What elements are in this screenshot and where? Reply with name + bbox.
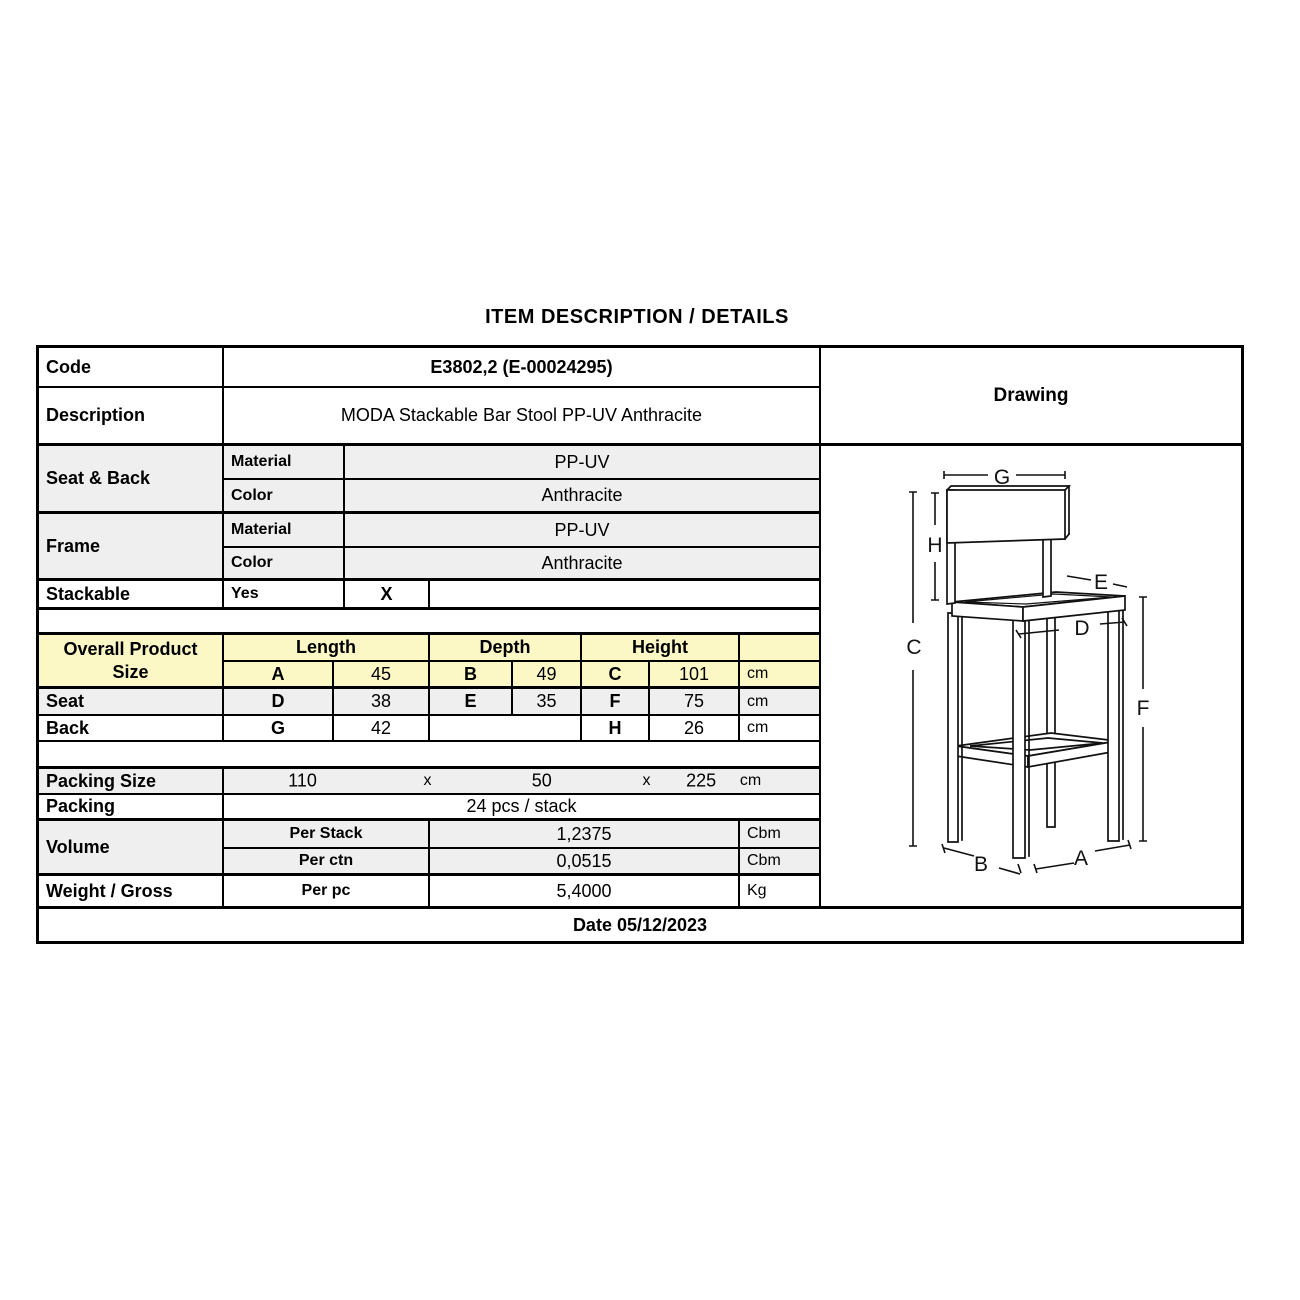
- dim-label-a: A: [1073, 847, 1089, 870]
- dim-value-cell: 75: [650, 689, 740, 716]
- volume-per-ctn-value: 0,0515: [430, 849, 740, 876]
- dim-value-cell: 45: [334, 662, 430, 689]
- col-header-depth: Depth: [430, 635, 582, 662]
- dim-letter-cell: C: [582, 662, 650, 689]
- frame-material-label: Material: [224, 514, 345, 548]
- seat-back-material-label: Material: [224, 446, 345, 480]
- seat-back-color-label: Color: [224, 480, 345, 514]
- packing-size-dim1: 110: [288, 770, 317, 791]
- dim-value-cell: 101: [650, 662, 740, 689]
- dim-unit-cell: cm: [740, 716, 821, 742]
- dim-letter-cell: G: [224, 716, 334, 742]
- stool-footrest: [956, 733, 1117, 767]
- drawing-header: Drawing: [821, 348, 1241, 446]
- volume-per-ctn-unit: Cbm: [740, 849, 821, 876]
- weight-unit: Kg: [740, 876, 821, 909]
- dim-label-c: C: [906, 636, 922, 659]
- packing-size-unit: cm: [739, 772, 762, 789]
- seat-back-label: Seat & Back: [39, 446, 224, 514]
- overall-size-label-line2: Size: [112, 661, 149, 682]
- dim-letter-cell: D: [224, 689, 334, 716]
- frame-label: Frame: [39, 514, 224, 581]
- dim-unit-cell: cm: [740, 689, 821, 716]
- packing-size-label: Packing Size: [39, 769, 224, 795]
- code-value: E3802,2 (E-00024295): [224, 348, 821, 388]
- stool-back-leg: [1047, 600, 1055, 827]
- packing-size-dim2: 50: [531, 770, 552, 791]
- dim-letter-cell: B: [430, 662, 513, 689]
- overall-size-label-line1: Overall Product: [63, 639, 198, 659]
- volume-per-stack-unit: Cbm: [740, 821, 821, 849]
- seat-back-color-value: Anthracite: [345, 480, 821, 514]
- dim-letter-cell: A: [224, 662, 334, 689]
- col-header-height: Height: [582, 635, 740, 662]
- dim-label-g: G: [993, 466, 1011, 489]
- stackable-mark: X: [345, 581, 430, 610]
- stackable-value: Yes: [224, 581, 345, 610]
- spacer-row: [39, 742, 821, 769]
- description-value: MODA Stackable Bar Stool PP-UV Anthracite: [224, 388, 821, 446]
- dim-value-cell: 35: [513, 689, 582, 716]
- seat-row-label: Seat: [39, 689, 224, 716]
- dim-letter-cell: E: [430, 689, 513, 716]
- dim-letter-cell: H: [582, 716, 650, 742]
- stackable-label: Stackable: [39, 581, 224, 610]
- dim-unit-cell: cm: [740, 662, 821, 689]
- packing-value: 24 pcs / stack: [224, 795, 821, 821]
- page-title: ITEM DESCRIPTION / DETAILS: [485, 306, 789, 328]
- dim-label-b: B: [973, 853, 989, 876]
- dim-value-cell: 26: [650, 716, 740, 742]
- volume-label: Volume: [39, 821, 224, 876]
- code-label: Code: [39, 348, 224, 388]
- weight-value: 5,4000: [430, 876, 740, 909]
- col-header-length: Length: [224, 635, 430, 662]
- dim-empty-cell: [430, 716, 582, 742]
- bar-stool-drawing: [821, 446, 1239, 906]
- packing-size-sep2: x: [642, 772, 651, 789]
- volume-per-ctn-label: Per ctn: [224, 849, 430, 876]
- col-header-unit-empty: [740, 635, 821, 662]
- seat-back-material-value: PP-UV: [345, 446, 821, 480]
- volume-per-stack-value: 1,2375: [430, 821, 740, 849]
- stool-backrest: [947, 486, 1069, 604]
- volume-per-stack-label: Per Stack: [224, 821, 430, 849]
- packing-label: Packing: [39, 795, 224, 821]
- dim-label-d: D: [1074, 617, 1090, 640]
- stool-seat: [952, 592, 1125, 621]
- dim-value-cell: 42: [334, 716, 430, 742]
- packing-size-sep1: x: [423, 772, 432, 789]
- description-label: Description: [39, 388, 224, 446]
- dim-label-e: E: [1093, 571, 1109, 594]
- spec-table: [36, 345, 1244, 944]
- weight-label: Weight / Gross: [39, 876, 224, 909]
- dim-label-f: F: [1136, 697, 1150, 720]
- weight-per-pc-label: Per pc: [224, 876, 430, 909]
- date-row: Date 05/12/2023: [39, 909, 1241, 941]
- drawing-area: [821, 446, 1241, 909]
- back-row-label: Back: [39, 716, 224, 742]
- dim-label-h: H: [927, 534, 943, 557]
- packing-size-dim3: 225: [686, 770, 717, 791]
- overall-size-label: [39, 635, 224, 689]
- frame-color-label: Color: [224, 548, 345, 581]
- packing-size-values: [224, 769, 821, 795]
- dim-value-cell: 49: [513, 662, 582, 689]
- spacer-row: [39, 610, 821, 635]
- stackable-empty-cell: [430, 581, 821, 610]
- dim-value-cell: 38: [334, 689, 430, 716]
- frame-color-value: Anthracite: [345, 548, 821, 581]
- dim-letter-cell: F: [582, 689, 650, 716]
- stool-legs: [948, 600, 1123, 858]
- dim-line-c: [909, 492, 917, 846]
- frame-material-value: PP-UV: [345, 514, 821, 548]
